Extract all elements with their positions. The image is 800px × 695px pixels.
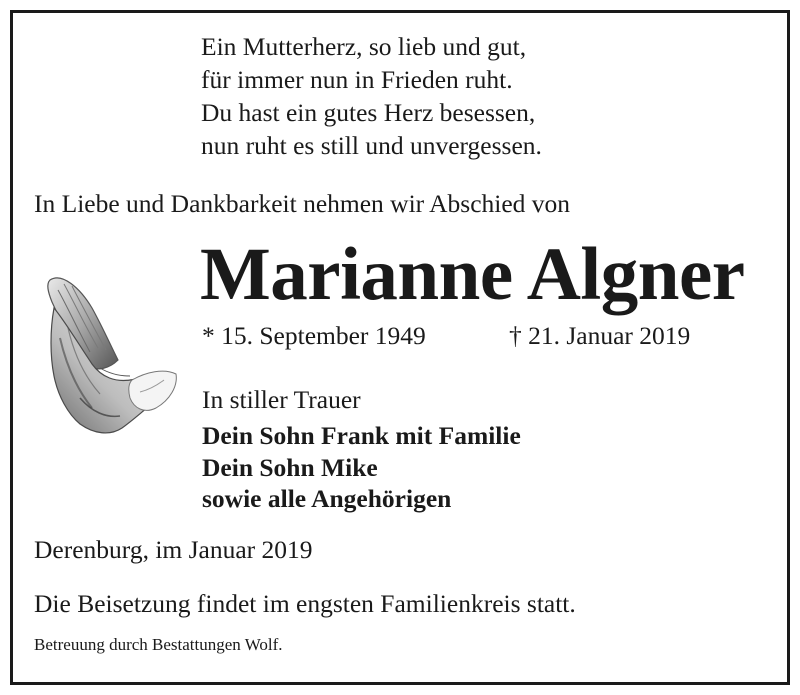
poem-line: Du hast ein gutes Herz besessen, [201,98,536,127]
mourner-name: sowie alle Angehörigen [202,484,452,513]
mourners-list [202,420,521,515]
mourning-intro: In stiller Trauer [202,385,361,414]
mourner-name: Dein Sohn Mike [202,452,378,482]
mourner-name: Dein Sohn Frank mit Familie [202,421,521,450]
praying-hands-icon [40,268,180,440]
poem-line: für immer nun in Frieden ruht. [201,65,513,94]
poem-line: nun ruht es still und unvergessen. [201,131,542,160]
funeral-note: Die Beisetzung findet im engsten Familienkreis statt. [34,589,576,618]
poem-line: Ein Mutterherz, so lieb und gut, [201,32,527,61]
place-date: Derenburg, im Januar 2019 [34,535,313,564]
deceased-name: Marianne Algner [200,233,745,316]
farewell-intro: In Liebe und Dankbarkeit nehmen wir Abschied von [34,189,571,218]
death-date: † 21. Januar 2019 [509,321,691,350]
birth-date: * 15. September 1949 [202,321,426,350]
poem [201,30,542,162]
funeral-home-note: Betreuung durch Bestattungen Wolf. [34,635,283,654]
